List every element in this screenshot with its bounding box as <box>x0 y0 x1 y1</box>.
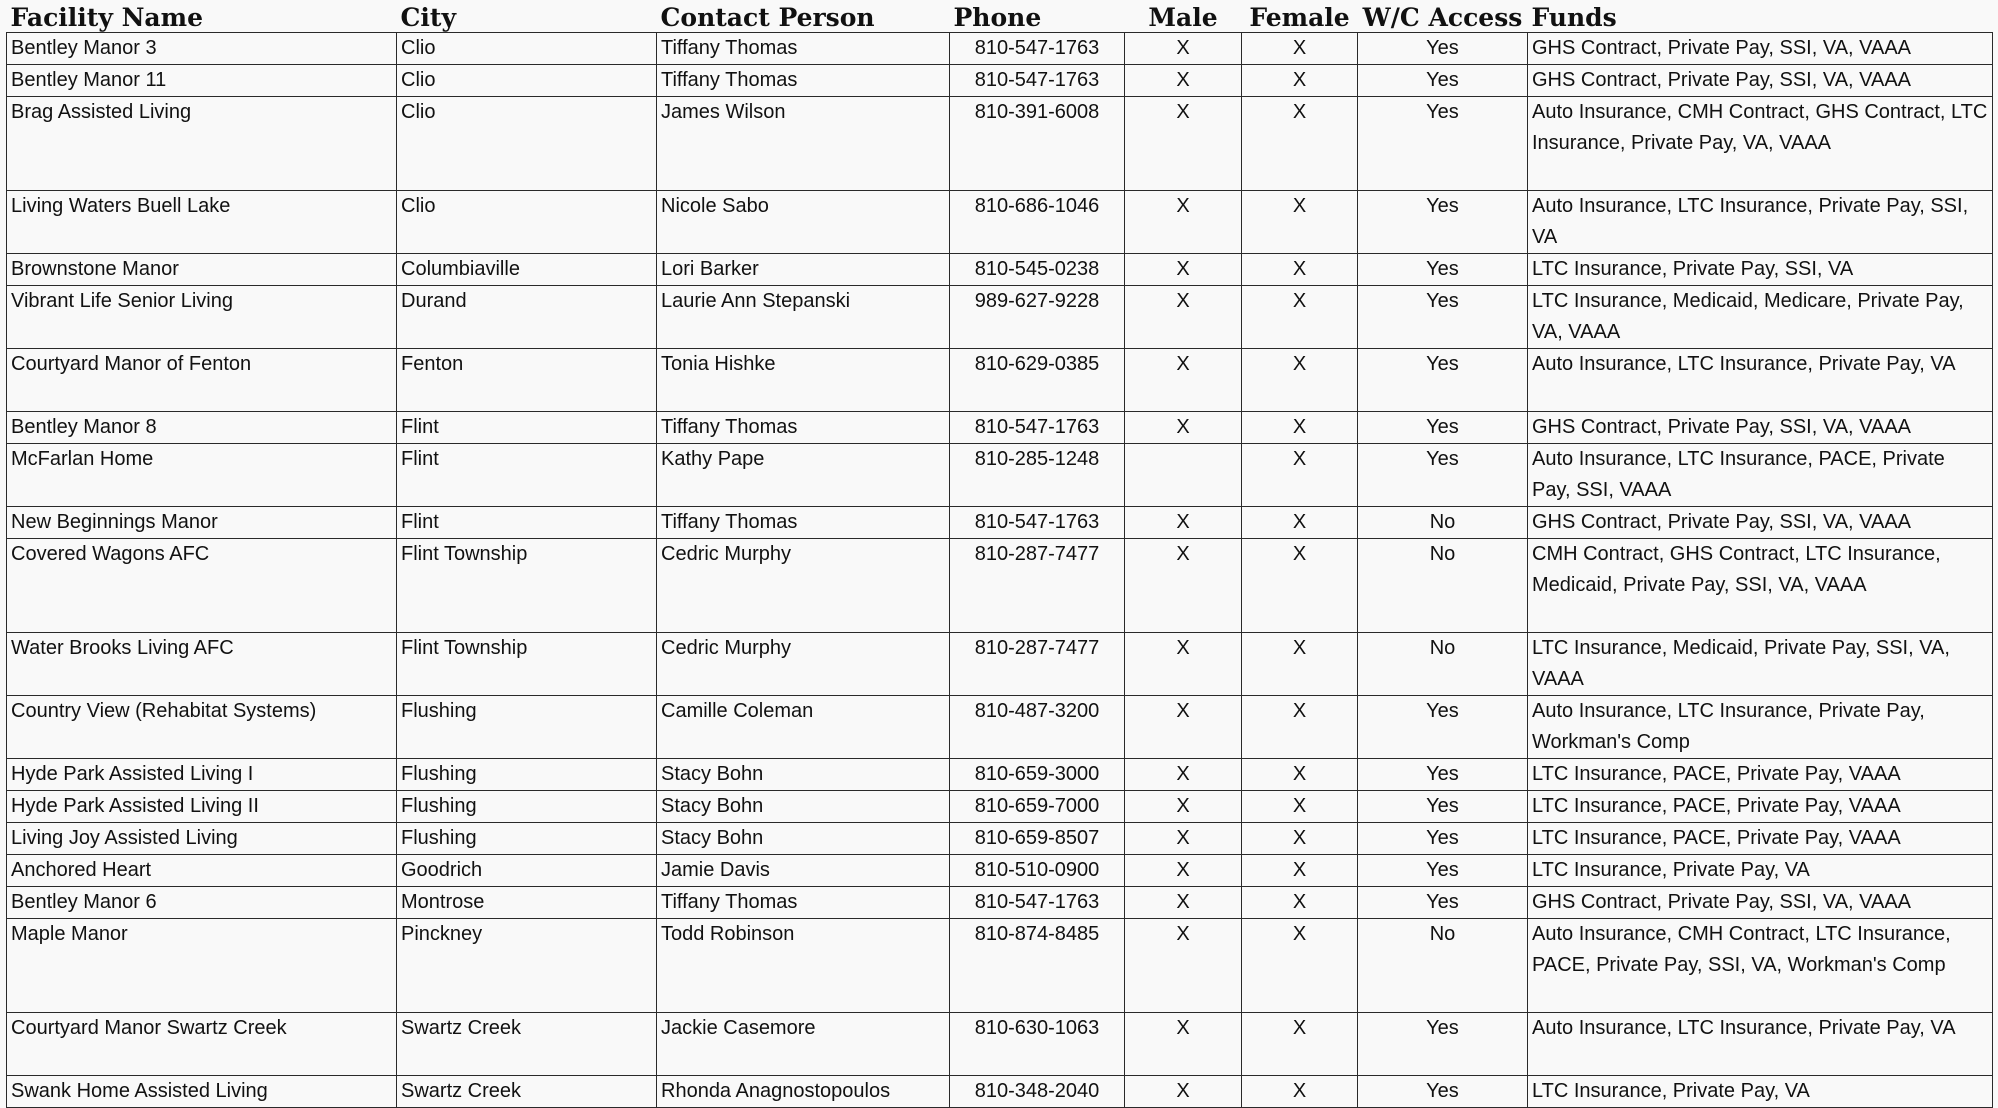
facility-name-cell: Water Brooks Living AFC <box>7 633 397 696</box>
city-cell: Swartz Creek <box>397 1076 657 1108</box>
table-row <box>7 1013 1993 1076</box>
phone-cell: 810-285-1248 <box>950 444 1125 507</box>
header-phone: Phone <box>953 3 1042 32</box>
funds-cell: CMH Contract, GHS Contract, LTC Insurance, Medicaid, Private Pay, SSI, VA, VAAA <box>1528 539 1993 633</box>
contact-person-cell: Stacy Bohn <box>657 791 950 823</box>
wc-access-cell: No <box>1358 919 1528 1013</box>
male-cell: X <box>1125 696 1242 759</box>
table-row <box>7 823 1993 855</box>
female-cell: X <box>1242 286 1358 349</box>
wc-access-cell: Yes <box>1358 33 1528 65</box>
city-cell: Flint <box>397 412 657 444</box>
phone-cell: 810-547-1763 <box>950 887 1125 919</box>
table-row <box>7 1076 1993 1108</box>
funds-cell: GHS Contract, Private Pay, SSI, VA, VAAA <box>1528 33 1993 65</box>
female-cell: X <box>1242 412 1358 444</box>
header-wc-access: W/C Access <box>1362 3 1523 32</box>
contact-person-cell: Todd Robinson <box>657 919 950 1013</box>
wc-access-cell: Yes <box>1358 823 1528 855</box>
contact-person-cell: Lori Barker <box>657 254 950 286</box>
male-cell: X <box>1125 633 1242 696</box>
female-cell: X <box>1242 33 1358 65</box>
table-row <box>7 919 1993 1013</box>
table-row <box>7 33 1993 65</box>
contact-person-cell: Kathy Pape <box>657 444 950 507</box>
male-cell: X <box>1125 97 1242 191</box>
funds-cell: LTC Insurance, PACE, Private Pay, VAAA <box>1528 823 1993 855</box>
city-cell: Pinckney <box>397 919 657 1013</box>
contact-person-cell: Camille Coleman <box>657 696 950 759</box>
female-cell: X <box>1242 696 1358 759</box>
funds-cell: LTC Insurance, Private Pay, VA <box>1528 855 1993 887</box>
table-row <box>7 412 1993 444</box>
female-cell: X <box>1242 823 1358 855</box>
header-row <box>7 0 1993 33</box>
funds-cell: Auto Insurance, CMH Contract, GHS Contract, LTC Insurance, Private Pay, VA, VAAA <box>1528 97 1993 191</box>
female-cell: X <box>1242 444 1358 507</box>
funds-cell: GHS Contract, Private Pay, SSI, VA, VAAA <box>1528 507 1993 539</box>
facility-name-cell: Brag Assisted Living <box>7 97 397 191</box>
facility-name-cell: Swank Home Assisted Living <box>7 1076 397 1108</box>
phone-cell: 810-487-3200 <box>950 696 1125 759</box>
female-cell: X <box>1242 919 1358 1013</box>
facility-name-cell: Courtyard Manor of Fenton <box>7 349 397 412</box>
city-cell: Clio <box>397 65 657 97</box>
male-cell: X <box>1125 919 1242 1013</box>
city-cell: Flushing <box>397 696 657 759</box>
male-cell: X <box>1125 1076 1242 1108</box>
male-cell: X <box>1125 759 1242 791</box>
wc-access-cell: Yes <box>1358 855 1528 887</box>
contact-person-cell: Jamie Davis <box>657 855 950 887</box>
wc-access-cell: Yes <box>1358 696 1528 759</box>
phone-cell: 810-391-6008 <box>950 97 1125 191</box>
contact-person-cell: Tonia Hishke <box>657 349 950 412</box>
phone-cell: 810-547-1763 <box>950 412 1125 444</box>
female-cell: X <box>1242 759 1358 791</box>
header-funds: Funds <box>1531 3 1617 32</box>
contact-person-cell: Laurie Ann Stepanski <box>657 286 950 349</box>
facility-name-cell: Covered Wagons AFC <box>7 539 397 633</box>
city-cell: Goodrich <box>397 855 657 887</box>
table-row <box>7 286 1993 349</box>
female-cell: X <box>1242 254 1358 286</box>
city-cell: Flushing <box>397 791 657 823</box>
facility-name-cell: McFarlan Home <box>7 444 397 507</box>
wc-access-cell: No <box>1358 633 1528 696</box>
phone-cell: 810-659-8507 <box>950 823 1125 855</box>
male-cell: X <box>1125 791 1242 823</box>
female-cell: X <box>1242 1076 1358 1108</box>
facility-name-cell: Hyde Park Assisted Living II <box>7 791 397 823</box>
table-row <box>7 97 1993 191</box>
table-row <box>7 254 1993 286</box>
contact-person-cell: Stacy Bohn <box>657 823 950 855</box>
contact-person-cell: Jackie Casemore <box>657 1013 950 1076</box>
contact-person-cell: Rhonda Anagnostopoulos <box>657 1076 950 1108</box>
table-row <box>7 191 1993 254</box>
contact-person-cell: Cedric Murphy <box>657 633 950 696</box>
wc-access-cell: Yes <box>1358 65 1528 97</box>
female-cell: X <box>1242 97 1358 191</box>
wc-access-cell: Yes <box>1358 887 1528 919</box>
contact-person-cell: Cedric Murphy <box>657 539 950 633</box>
facility-name-cell: Bentley Manor 6 <box>7 887 397 919</box>
facility-name-cell: Vibrant Life Senior Living <box>7 286 397 349</box>
city-cell: Clio <box>397 97 657 191</box>
phone-cell: 810-547-1763 <box>950 507 1125 539</box>
contact-person-cell: James Wilson <box>657 97 950 191</box>
contact-person-cell: Tiffany Thomas <box>657 412 950 444</box>
phone-cell: 810-686-1046 <box>950 191 1125 254</box>
city-cell: Flushing <box>397 759 657 791</box>
city-cell: Clio <box>397 33 657 65</box>
table-body <box>7 33 1993 1108</box>
female-cell: X <box>1242 791 1358 823</box>
table-row <box>7 791 1993 823</box>
header-female: Female <box>1249 3 1350 32</box>
city-cell: Flint Township <box>397 633 657 696</box>
funds-cell: LTC Insurance, PACE, Private Pay, VAAA <box>1528 791 1993 823</box>
male-cell: X <box>1125 823 1242 855</box>
city-cell: Fenton <box>397 349 657 412</box>
header-facility-name: Facility Name <box>10 3 203 32</box>
facility-name-cell: Living Waters Buell Lake <box>7 191 397 254</box>
phone-cell: 810-874-8485 <box>950 919 1125 1013</box>
header-contact-person: Contact Person <box>660 3 875 32</box>
male-cell: X <box>1125 191 1242 254</box>
funds-cell: Auto Insurance, CMH Contract, LTC Insurance, PACE, Private Pay, SSI, VA, Workman's Comp <box>1528 919 1993 1013</box>
phone-cell: 810-545-0238 <box>950 254 1125 286</box>
facility-name-cell: Bentley Manor 8 <box>7 412 397 444</box>
female-cell: X <box>1242 191 1358 254</box>
funds-cell: LTC Insurance, Medicaid, Medicare, Private Pay, VA, VAAA <box>1528 286 1993 349</box>
table-row <box>7 759 1993 791</box>
table-row <box>7 65 1993 97</box>
phone-cell: 810-630-1063 <box>950 1013 1125 1076</box>
female-cell: X <box>1242 633 1358 696</box>
phone-cell: 810-287-7477 <box>950 539 1125 633</box>
phone-cell: 810-348-2040 <box>950 1076 1125 1108</box>
phone-cell: 810-510-0900 <box>950 855 1125 887</box>
phone-cell: 989-627-9228 <box>950 286 1125 349</box>
male-cell: X <box>1125 33 1242 65</box>
male-cell: X <box>1125 65 1242 97</box>
male-cell: X <box>1125 412 1242 444</box>
table-row <box>7 507 1993 539</box>
city-cell: Montrose <box>397 887 657 919</box>
funds-cell: Auto Insurance, LTC Insurance, Private Pay, VA <box>1528 1013 1993 1076</box>
phone-cell: 810-629-0385 <box>950 349 1125 412</box>
facility-name-cell: Brownstone Manor <box>7 254 397 286</box>
table-row <box>7 444 1993 507</box>
wc-access-cell: Yes <box>1358 254 1528 286</box>
wc-access-cell: No <box>1358 507 1528 539</box>
city-cell: Flint <box>397 444 657 507</box>
table-row <box>7 855 1993 887</box>
wc-access-cell: Yes <box>1358 97 1528 191</box>
wc-access-cell: Yes <box>1358 444 1528 507</box>
funds-cell: LTC Insurance, PACE, Private Pay, VAAA <box>1528 759 1993 791</box>
table-row <box>7 633 1993 696</box>
city-cell: Swartz Creek <box>397 1013 657 1076</box>
wc-access-cell: Yes <box>1358 791 1528 823</box>
wc-access-cell: Yes <box>1358 1076 1528 1108</box>
facility-name-cell: Anchored Heart <box>7 855 397 887</box>
city-cell: Clio <box>397 191 657 254</box>
facility-name-cell: Maple Manor <box>7 919 397 1013</box>
funds-cell: Auto Insurance, LTC Insurance, Private Pay, VA <box>1528 349 1993 412</box>
male-cell: X <box>1125 887 1242 919</box>
phone-cell: 810-659-3000 <box>950 759 1125 791</box>
facility-name-cell: Courtyard Manor Swartz Creek <box>7 1013 397 1076</box>
male-cell: X <box>1125 507 1242 539</box>
table-row <box>7 539 1993 633</box>
funds-cell: Auto Insurance, LTC Insurance, Private Pay, SSI, VA <box>1528 191 1993 254</box>
male-cell: X <box>1125 254 1242 286</box>
city-cell: Durand <box>397 286 657 349</box>
wc-access-cell: Yes <box>1358 349 1528 412</box>
male-cell: X <box>1125 349 1242 412</box>
table-row <box>7 887 1993 919</box>
facility-name-cell: Hyde Park Assisted Living I <box>7 759 397 791</box>
wc-access-cell: No <box>1358 539 1528 633</box>
wc-access-cell: Yes <box>1358 191 1528 254</box>
city-cell: Flint <box>397 507 657 539</box>
table-row <box>7 696 1993 759</box>
phone-cell: 810-547-1763 <box>950 33 1125 65</box>
city-cell: Flint Township <box>397 539 657 633</box>
phone-cell: 810-547-1763 <box>950 65 1125 97</box>
table-row <box>7 349 1993 412</box>
city-cell: Columbiaville <box>397 254 657 286</box>
funds-cell: GHS Contract, Private Pay, SSI, VA, VAAA <box>1528 65 1993 97</box>
header-city: City <box>400 3 456 32</box>
facility-name-cell: New Beginnings Manor <box>7 507 397 539</box>
facility-name-cell: Bentley Manor 3 <box>7 33 397 65</box>
contact-person-cell: Stacy Bohn <box>657 759 950 791</box>
wc-access-cell: Yes <box>1358 759 1528 791</box>
header-male: Male <box>1148 3 1218 32</box>
city-cell: Flushing <box>397 823 657 855</box>
male-cell <box>1125 444 1242 507</box>
funds-cell: Auto Insurance, LTC Insurance, PACE, Private Pay, SSI, VAAA <box>1528 444 1993 507</box>
contact-person-cell: Tiffany Thomas <box>657 33 950 65</box>
funds-cell: GHS Contract, Private Pay, SSI, VA, VAAA <box>1528 887 1993 919</box>
funds-cell: LTC Insurance, Medicaid, Private Pay, SSI, VA, VAAA <box>1528 633 1993 696</box>
male-cell: X <box>1125 855 1242 887</box>
phone-cell: 810-659-7000 <box>950 791 1125 823</box>
wc-access-cell: Yes <box>1358 412 1528 444</box>
male-cell: X <box>1125 539 1242 633</box>
wc-access-cell: Yes <box>1358 1013 1528 1076</box>
facility-table <box>6 0 1993 1108</box>
contact-person-cell: Tiffany Thomas <box>657 507 950 539</box>
facility-name-cell: Bentley Manor 11 <box>7 65 397 97</box>
contact-person-cell: Nicole Sabo <box>657 191 950 254</box>
female-cell: X <box>1242 539 1358 633</box>
female-cell: X <box>1242 507 1358 539</box>
wc-access-cell: Yes <box>1358 286 1528 349</box>
male-cell: X <box>1125 1013 1242 1076</box>
female-cell: X <box>1242 65 1358 97</box>
female-cell: X <box>1242 887 1358 919</box>
phone-cell: 810-287-7477 <box>950 633 1125 696</box>
funds-cell: GHS Contract, Private Pay, SSI, VA, VAAA <box>1528 412 1993 444</box>
facility-name-cell: Country View (Rehabitat Systems) <box>7 696 397 759</box>
funds-cell: LTC Insurance, Private Pay, VA <box>1528 1076 1993 1108</box>
female-cell: X <box>1242 855 1358 887</box>
female-cell: X <box>1242 1013 1358 1076</box>
contact-person-cell: Tiffany Thomas <box>657 65 950 97</box>
funds-cell: Auto Insurance, LTC Insurance, Private Pay, Workman's Comp <box>1528 696 1993 759</box>
contact-person-cell: Tiffany Thomas <box>657 887 950 919</box>
female-cell: X <box>1242 349 1358 412</box>
funds-cell: LTC Insurance, Private Pay, SSI, VA <box>1528 254 1993 286</box>
facility-name-cell: Living Joy Assisted Living <box>7 823 397 855</box>
male-cell: X <box>1125 286 1242 349</box>
